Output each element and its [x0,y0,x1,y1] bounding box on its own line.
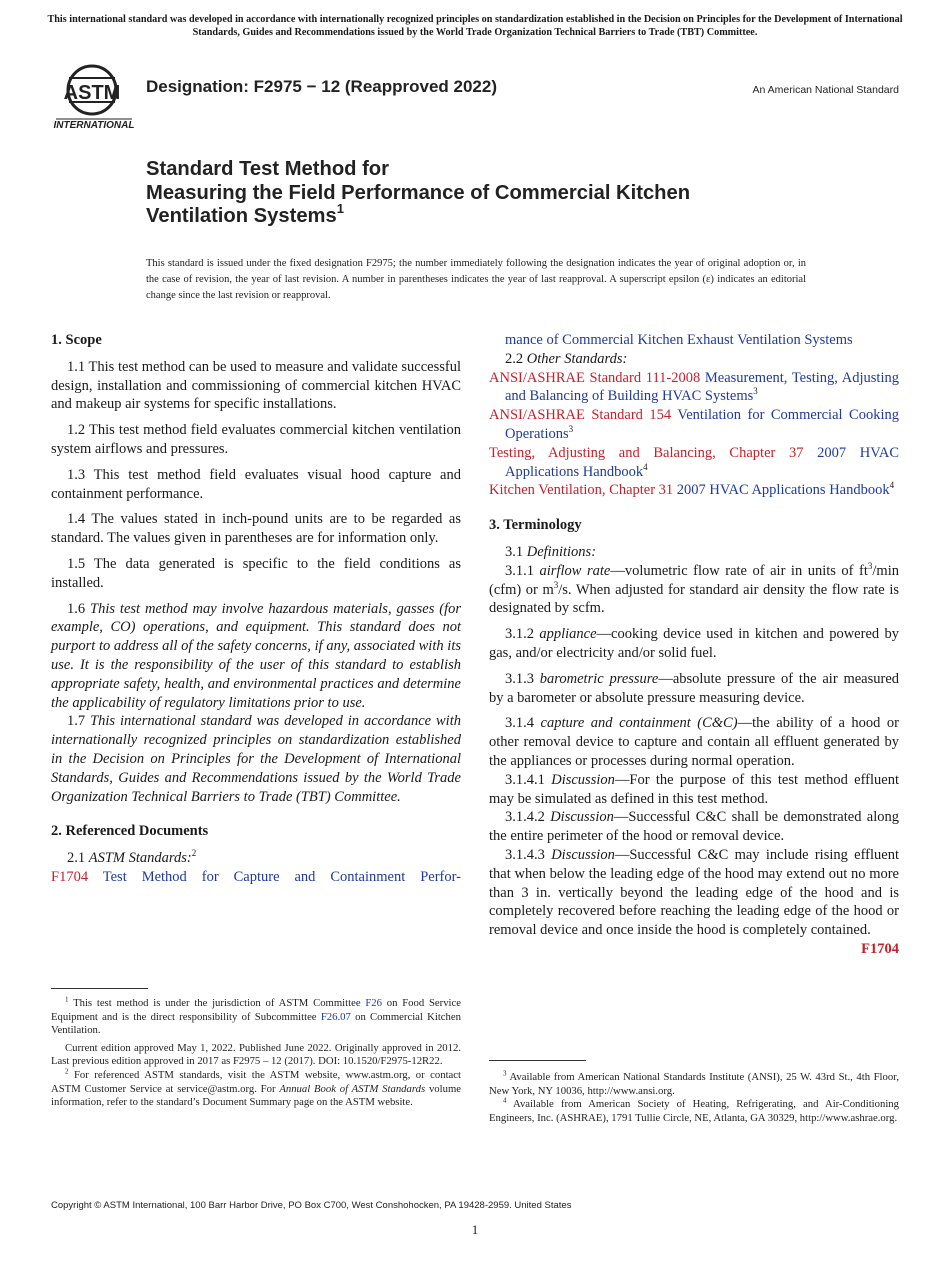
title-line-3-text: Ventilation Systems [146,205,337,227]
paragraph-1-4: 1.4 The values stated in inch-pound units are to be regarded as standard. The values given in parentheses are for information only. [51,511,461,547]
footnotes-right [489,1060,899,1125]
footnote-3-text: Available from American National Standards Institute (ANSI), 25 W. 43rd St., 4th Floor, New York, NY 10036, http://www.ansi.org. [489,1071,899,1097]
reference-ashrae-111-title[interactable]: Measurement, Testing, Adjusting and Balancing of Building HVAC Systems [505,369,899,405]
committee-f26-link[interactable]: F26 [365,997,382,1009]
reference-ashrae-154-title[interactable]: Ventilation for Commercial Cooking Operations [505,407,899,442]
left-column [51,331,461,887]
reference-ashrae-111 [489,369,899,407]
paragraph-1-6-text: This test method may involve hazardous materials, gasses (for example, CO) operations, and equipment. This standard does not purport to address all of the safety concerns, if any, associated with its use. It is the responsibility of the user of this standard to establish appropriate safety, health, and environmental practices and determine the applicability of regulatory limitations prior to use. [51,600,461,711]
paragraph-1-7-number: 1.7 [67,713,86,730]
definition-3-1-1 [489,562,899,618]
reference-chapter-31-code[interactable]: Kitchen Ventilation, Chapter 31 [489,482,674,499]
discussion-label-3: Discussion [551,846,615,863]
definition-3-1-1-number: 3.1.1 [505,562,534,579]
paragraph-1-6-number: 1.6 [67,600,86,617]
term-appliance: appliance [539,626,597,643]
footnote-2-text-b: volume information, refer to the standard’s Document Summary page on the ASTM website. [51,1082,461,1109]
footnote-4-text: Available from American Society of Heating, Refrigerating, and Air-Conditioning Engineers, Inc. (ASHRAE), 1791 Tullie Circle, NE, Atlanta, GA 30329, http://www.ashrae.org. [489,1098,899,1124]
footnote-2-mark: 2 [65,1067,69,1076]
reference-ashrae-154 [489,406,899,444]
paragraph-2-1-number: 2.1 [67,850,86,867]
definition-3-1-4-3-text: —Successful C&C may include rising effluent that when below the leading edge of the hood may extend out no more than 3 in. vertically beyond the leading edge of the hood and is completely recovered before reaching the leading edge of the hood or removal device and once inside the hood is completely contained. [489,846,899,939]
paragraph-2-2-number: 2.2 [505,350,524,367]
reference-f1704-title[interactable]: Test Method for Capture and Containment Perfor- [102,868,461,885]
document-title [146,158,846,229]
definitions-label: Definitions: [526,543,597,560]
page-number: 1 [471,1222,479,1237]
astm-standards-label: ASTM Standards: [88,850,192,867]
footnote-ref-3b[interactable]: 3 [568,424,574,435]
footnote-1 [51,997,461,1038]
definition-3-1-4-3-number: 3.1.4.3 [505,846,545,863]
title-footnote-mark: 1 [336,201,344,217]
paragraph-1-1: 1.1 This test method can be used to measure and validate successful design, installation and commissioning of commercial kitchen HVAC and makeup air systems for specific installations. [51,358,461,413]
footnote-2-text-a: For referenced ASTM standards, visit the ASTM website, www.astm.org, or contact ASTM Customer Service at service@astm.org. For [51,1068,462,1095]
footnote-4-mark: 4 [503,1096,507,1105]
section-heading-terminology: 3. Terminology [489,517,582,534]
superscript-3b: 3 [553,579,559,590]
term-barometric-pressure: barometric pressure [539,670,659,687]
reference-f1704 [51,868,461,887]
footnotes-left [51,988,461,1110]
paragraph-1-2: 1.2 This test method field evaluates commercial kitchen ventilation system airflows and pressures. [51,422,461,457]
reference-ashrae-111-code[interactable]: ANSI/ASHRAE Standard 111-2008 [489,369,701,386]
right-column [489,331,899,959]
reference-chapter-31-title[interactable]: 2007 HVAC Applications Handbook [676,482,890,499]
paragraph-2-1 [51,849,461,868]
discussion-label-1: Discussion [551,771,615,788]
astm-logo [52,58,136,132]
superscript-3a: 3 [867,560,873,571]
footnote-ref-4b[interactable]: 4 [889,480,895,491]
definition-3-1-4-2-number: 3.1.4.2 [505,809,545,826]
term-capture-and-containment: capture and containment (C&C) [540,715,738,732]
reference-f1704-title-continued[interactable]: mance of Commercial Kitchen Exhaust Ventilation Systems [505,332,853,348]
paragraph-3-1-number: 3.1 [505,543,524,560]
national-standard-label: An American National Standard [752,84,899,96]
definition-3-1-2-text: —cooking device used in kitchen and powered by gas, and/or electricity and/or solid fuel. [489,626,899,661]
footnote-3 [489,1071,899,1098]
paragraph-1-7-text: This international standard was developed in accordance with internationally recognized principles on standardization established in the Decision on Principles for the Development of International Standards, Guides and Recommendations issued by the World Trade Organization Technical Barriers to Trade (TBT) Committee. [51,713,461,805]
title-line-3 [146,201,846,229]
definition-3-1-4-3 [489,846,899,957]
reference-f1704-code[interactable]: F1704 [51,868,89,885]
other-standards-label: Other Standards: [526,350,628,367]
definition-3-1-4-1 [489,771,899,809]
definition-3-1-1-text-c: /s. When adjusted for standard air density the flow rate is designated by scfm. [489,581,899,617]
title-line-2: Measuring the Field Performance of Commercial Kitchen [146,181,691,204]
footnote-4 [489,1098,899,1125]
definition-3-1-3-text: —absolute pressure of the air measured by a barometer or absolute pressure measuring device. [489,670,900,706]
designation: Designation: F2975 − 12 (Reapproved 2022) [146,77,497,96]
footnote-1-text-b: on Food Service Equipment and is the direct responsibility of Subcommittee [51,997,461,1023]
reference-chapter-31 [489,481,899,500]
paragraph-1-5: 1.5 The data generated is specific to the field conditions as installed. [51,555,461,591]
footnote-2-italic: Annual Book of ASTM Standards [279,1082,426,1095]
footnote-rule-right [489,1060,586,1061]
issuance-statement: This standard is issued under the fixed designation F2975; the number immediately following the designation indicates the year of original adoption or, in the case of revision, the year of last revision. A number in parentheses indicates the year of last reapproval. A superscript epsilon (ε) indicates an editorial change since the last revision or reapproval. [146,258,806,301]
definition-3-1-4-text: —the ability of a hood or other removal device to capture and contain all effluent generated by the appliances or processes during normal operation. [489,715,900,769]
title-line-1: Standard Test Method for [146,158,389,180]
term-airflow-rate: airflow rate [539,562,611,579]
footnote-rule-left [51,988,148,989]
footnote-1-edition: Current edition approved May 1, 2022. Published June 2022. Originally approved in 2012. Last previous edition approved in 2017 as F2975 – 12 (2017). DOI: 10.1520/F2975-12R22. [51,1041,461,1068]
definition-3-1-3-number: 3.1.3 [505,670,534,687]
copyright-notice: Copyright © ASTM International, 100 Barr Harbor Drive, PO Box C700, West Conshohocken, PA 19428-2959. United States [51,1200,572,1211]
reference-chapter-37-code[interactable]: Testing, Adjusting and Balancing, Chapter 37 [489,444,804,461]
discussion-label-2: Discussion [550,809,614,826]
definition-3-1-1-text-b: /min (cfm) or m [489,562,899,598]
section-heading-scope: 1. Scope [51,332,102,348]
definition-3-1-4-2 [489,808,899,846]
reference-ashrae-154-code[interactable]: ANSI/ASHRAE Standard 154 [489,407,672,424]
paragraph-2-2 [489,350,899,369]
definition-3-1-4-1-text: —For the purpose of this test method effluent may be simulated as defined in this test method. [489,771,899,807]
definition-3-1-4-number: 3.1.4 [505,715,534,732]
definition-3-1-2 [489,625,899,663]
paragraph-1-6 [51,600,461,713]
footnote-2 [51,1069,461,1110]
running-tag-f1704: F1704 [861,940,899,957]
footnote-1-mark: 1 [65,995,69,1004]
definition-3-1-4 [489,714,899,770]
footnote-ref-4a[interactable]: 4 [643,461,648,472]
reference-f1704-continued [489,331,899,350]
top-notice: This international standard was developed in accordance with internationally recognized principles on standardization established in the Decision on Principles for the Development of International Standards, Guides and Recommendations issued by the World Trade Organization Technical Barriers to Trade (TBT) Committee. [47,14,903,38]
paragraph-3-1 [489,543,899,562]
footnote-ref-2[interactable]: 2 [191,848,197,859]
footnote-ref-3a[interactable]: 3 [753,386,758,397]
reference-chapter-37-title[interactable]: 2007 HVAC Applications Handbook [505,444,900,480]
definition-3-1-1-text-a: —volumetric flow rate of air in units of ft [610,562,868,579]
reference-chapter-37 [489,444,899,482]
paragraph-1-3: 1.3 This test method field evaluates visual hood capture and containment performance. [51,466,461,502]
svg-text:INTERNATIONAL: INTERNATIONAL [53,120,135,131]
footnote-1-text-c: on Commercial Kitchen Ventilation. [51,1010,461,1037]
svg-text:ASTM: ASTM [63,82,121,104]
paragraph-1-7 [51,712,461,806]
definition-3-1-4-1-number: 3.1.4.1 [505,771,545,788]
subcommittee-f26-07-link[interactable]: F26.07 [320,1010,351,1023]
footnote-1-text-a: This test method is under the jurisdiction of ASTM Committee [73,997,366,1009]
footnote-3-mark: 3 [503,1069,507,1078]
definition-3-1-2-number: 3.1.2 [505,626,534,643]
definition-3-1-3 [489,670,899,708]
definition-3-1-4-2-text: —Successful C&C shall be demonstrated along the entire perimeter of the hood or removal device. [489,809,899,845]
section-heading-referenced-documents: 2. Referenced Documents [51,823,209,840]
